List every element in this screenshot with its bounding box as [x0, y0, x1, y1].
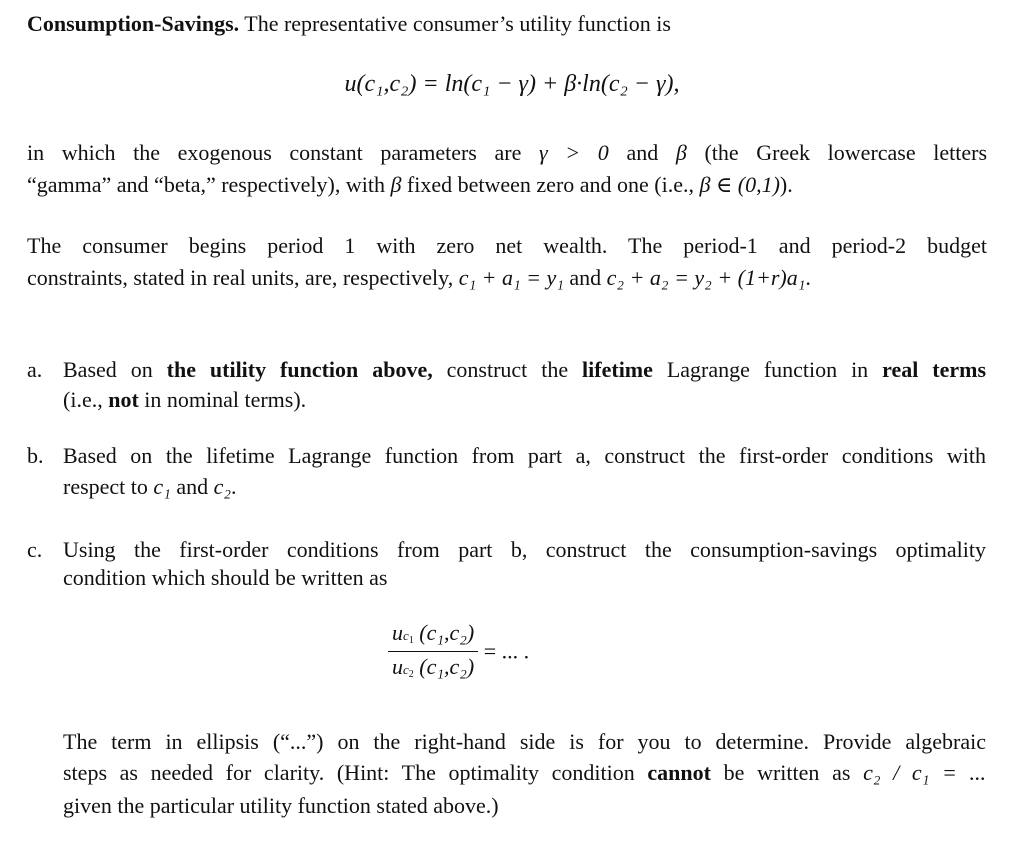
part-c-label: c. — [27, 537, 43, 562]
part-c-line-2: condition which should be written as — [63, 565, 388, 590]
intro-text: The representative consumer’s utility function is — [244, 11, 671, 36]
fraction-denominator: $uc_2$ (c₁,c₂) — [392, 654, 475, 680]
beta-symbol: β — [675, 140, 687, 165]
budget-constraint-1: c₁ + a₁ = y₁ — [458, 265, 564, 290]
mrs-fraction — [388, 618, 478, 685]
utility-equation: u(c₁,c₂) = ln(c₁ − γ) + β·ln(c₂ − γ), — [344, 71, 680, 97]
beta-symbol: β — [390, 172, 402, 197]
beta-range: β ∈ (0,1) — [699, 172, 780, 197]
part-b-line-2: respect to c₁ and c₂. — [63, 474, 237, 499]
section-heading: Consumption-Savings. — [27, 11, 240, 36]
gamma-condition: γ > 0 — [539, 140, 609, 165]
params-line-2: “gamma” and “beta,” respectively), with β fixed between zero and one (i.e., β ∈ (0,1)). — [27, 172, 793, 197]
budget-line-2: constraints, stated in real units, are, respectively, c₁ + a₁ = y₁ and c₂ + a₂ = y₂ + (1+r)a₁. — [27, 265, 811, 290]
budget-constraint-2: c₂ + a₂ = y₂ + (1+r)a₁ — [606, 265, 806, 290]
params-line-1: in which the exogenous constant parameters are γ > 0 and β (the Greek lowercase letters — [27, 140, 988, 165]
part-a-line-1: Based on the utility function above, construct the lifetime Lagrange function in real terms — [63, 357, 987, 382]
fraction-rhs: = ... . — [483, 638, 530, 664]
part-a-line-2: (i.e., not in nominal terms). — [63, 387, 307, 412]
part-c-line-1: Using the first-order conditions from part b, construct the consumption-savings optimality — [63, 537, 986, 562]
closing-line-1: The term in ellipsis (“...”) on the right-hand side is for you to determine. Provide algebraic — [63, 729, 986, 754]
part-b-label: b. — [27, 443, 44, 468]
part-a-label: a. — [27, 357, 43, 382]
closing-line-2: steps as needed for clarity. (Hint: The optimality condition cannot be written as c₂ / c₁ = ... — [63, 760, 987, 785]
closing-line-3: given the particular utility function stated above.) — [63, 793, 499, 818]
intro-line — [27, 8, 987, 40]
hint-equation: c₂ / c₁ = ... — [863, 760, 987, 785]
part-b-line-1: Based on the lifetime Lagrange function from part a, construct the first-order conditions with — [63, 443, 986, 468]
fraction-numerator: $uc_1$ (c₁,c₂) — [388, 618, 478, 652]
budget-line-1: The consumer begins period 1 with zero net wealth. The period-1 and period-2 budget — [27, 233, 987, 258]
optimality-condition — [388, 618, 529, 685]
